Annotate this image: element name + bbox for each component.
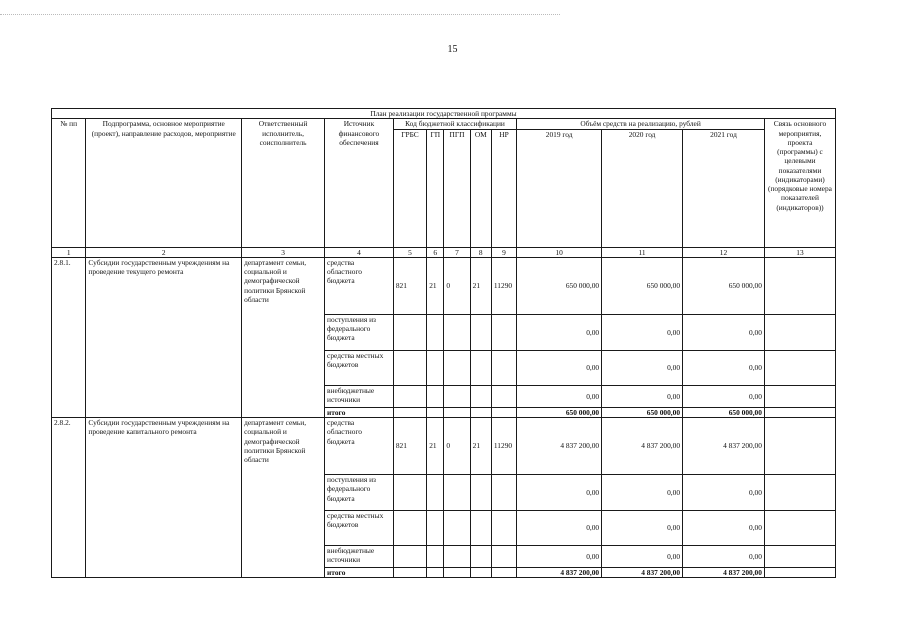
column-number: 4 — [325, 247, 394, 257]
column-number: 2 — [86, 247, 242, 257]
code-om — [470, 568, 491, 578]
responsible-executor: департамент семьи, социальной и демографической политики Брянской области — [242, 257, 325, 417]
code-pgp — [444, 407, 470, 417]
column-number: 10 — [517, 247, 602, 257]
code-nr — [491, 568, 516, 578]
row-number: 2.8.2. — [52, 418, 86, 578]
column-number: 13 — [764, 247, 835, 257]
column-number: 11 — [602, 247, 683, 257]
header-source: Источник финансового обеспечения — [325, 119, 394, 247]
amount-y2020: 0,00 — [602, 385, 683, 407]
amount-y2021: 0,00 — [683, 385, 765, 407]
amount-y2021: 650 000,00 — [683, 407, 765, 417]
column-number: 1 — [52, 247, 86, 257]
header-name: Подпрограмма, основное мероприятие (проект), направление расходов, мероприятие — [86, 119, 242, 247]
amount-y2021: 650 000,00 — [683, 257, 765, 314]
page-number: 15 — [447, 44, 458, 55]
code-gp: 21 — [427, 257, 444, 314]
code-nr — [491, 350, 516, 385]
code-nr — [491, 475, 516, 511]
code-om — [470, 350, 491, 385]
code-pgp — [444, 568, 470, 578]
code-pgp: 0 — [444, 257, 470, 314]
code-gp — [427, 350, 444, 385]
table-title: План реализации государственной программы — [52, 109, 836, 119]
amount-y2019: 650 000,00 — [517, 257, 602, 314]
code-pgp — [444, 314, 470, 350]
indicator-link — [764, 385, 835, 407]
amount-y2020: 650 000,00 — [602, 257, 683, 314]
amount-y2019: 0,00 — [517, 546, 602, 568]
amount-y2020: 4 837 200,00 — [602, 568, 683, 578]
code-grbs — [393, 475, 426, 511]
code-grbs — [393, 314, 426, 350]
code-pgp: 0 — [444, 418, 470, 475]
code-gp — [427, 385, 444, 407]
program-plan-table — [51, 108, 836, 578]
code-gp — [427, 546, 444, 568]
measure-name: Субсидии государственным учреждениям на проведение текущего ремонта — [86, 257, 242, 417]
column-number: 12 — [683, 247, 765, 257]
indicator-link — [764, 511, 835, 546]
funding-source: внебюджетные источники — [325, 546, 394, 568]
header-link: Связь основного мероприятия, проекта (программы) с целевыми показателями (индикаторами) (порядковые номера показателей (индикаторов)) — [764, 119, 835, 247]
indicator-link — [764, 418, 835, 475]
code-nr — [491, 407, 516, 417]
indicator-link — [764, 257, 835, 314]
code-pgp — [444, 546, 470, 568]
responsible-executor: департамент семьи, социальной и демографической политики Брянской области — [242, 418, 325, 578]
amount-y2021: 0,00 — [683, 475, 765, 511]
code-om: 21 — [470, 257, 491, 314]
measure-name: Субсидии государственным учреждениям на проведение капитального ремонта — [86, 418, 242, 578]
header-grbs: ГРБС — [393, 129, 426, 247]
code-om — [470, 475, 491, 511]
code-grbs — [393, 546, 426, 568]
indicator-link — [764, 407, 835, 417]
header-2020: 2020 год — [602, 129, 683, 247]
funding-source: итого — [325, 407, 394, 417]
funding-source: средства местных бюджетов — [325, 511, 394, 546]
code-grbs — [393, 407, 426, 417]
code-grbs: 821 — [393, 257, 426, 314]
amount-y2019: 4 837 200,00 — [517, 418, 602, 475]
column-numbers-row — [52, 247, 836, 257]
column-number: 3 — [242, 247, 325, 257]
code-gp: 21 — [427, 418, 444, 475]
funding-source: внебюджетные источники — [325, 385, 394, 407]
code-nr — [491, 546, 516, 568]
amount-y2020: 0,00 — [602, 350, 683, 385]
indicator-link — [764, 314, 835, 350]
header-volume: Объём средств на реализацию, рублей — [517, 119, 765, 129]
amount-y2019: 650 000,00 — [517, 407, 602, 417]
amount-y2020: 0,00 — [602, 314, 683, 350]
table-row — [52, 257, 836, 314]
indicator-link — [764, 546, 835, 568]
column-number: 5 — [393, 247, 426, 257]
header-2021: 2021 год — [683, 129, 765, 247]
code-grbs — [393, 350, 426, 385]
amount-y2019: 4 837 200,00 — [517, 568, 602, 578]
code-pgp — [444, 350, 470, 385]
code-grbs — [393, 385, 426, 407]
column-number: 6 — [427, 247, 444, 257]
indicator-link — [764, 350, 835, 385]
code-pgp — [444, 511, 470, 546]
indicator-link — [764, 568, 835, 578]
funding-source: поступления из федерального бюджета — [325, 314, 394, 350]
funding-source: средства местных бюджетов — [325, 350, 394, 385]
code-gp — [427, 475, 444, 511]
code-om — [470, 407, 491, 417]
amount-y2020: 4 837 200,00 — [602, 418, 683, 475]
code-nr — [491, 314, 516, 350]
amount-y2021: 4 837 200,00 — [683, 568, 765, 578]
code-om: 21 — [470, 418, 491, 475]
column-number: 7 — [444, 247, 470, 257]
code-grbs — [393, 511, 426, 546]
code-om — [470, 385, 491, 407]
code-om — [470, 314, 491, 350]
header-nr: НР — [491, 129, 516, 247]
code-nr: 11290 — [491, 418, 516, 475]
code-gp — [427, 407, 444, 417]
code-nr: 11290 — [491, 257, 516, 314]
indicator-link — [764, 475, 835, 511]
amount-y2020: 0,00 — [602, 546, 683, 568]
code-om — [470, 546, 491, 568]
column-number: 9 — [491, 247, 516, 257]
amount-y2019: 0,00 — [517, 385, 602, 407]
amount-y2021: 0,00 — [683, 350, 765, 385]
code-pgp — [444, 475, 470, 511]
funding-source: средства областного бюджета — [325, 257, 394, 314]
amount-y2020: 0,00 — [602, 475, 683, 511]
header-budget-code: Код бюджетной классификации — [393, 119, 516, 129]
funding-source: поступления из федерального бюджета — [325, 475, 394, 511]
column-number: 8 — [470, 247, 491, 257]
header-responsible: Ответственный исполнитель, соисполнитель — [242, 119, 325, 247]
code-gp — [427, 511, 444, 546]
amount-y2020: 650 000,00 — [602, 407, 683, 417]
amount-y2019: 0,00 — [517, 314, 602, 350]
code-om — [470, 511, 491, 546]
header-pgp: ПГП — [444, 129, 470, 247]
code-grbs: 821 — [393, 418, 426, 475]
row-number: 2.8.1. — [52, 257, 86, 417]
code-grbs — [393, 568, 426, 578]
amount-y2021: 0,00 — [683, 314, 765, 350]
header-gp: ГП — [427, 129, 444, 247]
amount-y2019: 0,00 — [517, 350, 602, 385]
funding-source: средства областного бюджета — [325, 418, 394, 475]
amount-y2021: 0,00 — [683, 511, 765, 546]
code-nr — [491, 385, 516, 407]
amount-y2019: 0,00 — [517, 475, 602, 511]
code-pgp — [444, 385, 470, 407]
amount-y2021: 4 837 200,00 — [683, 418, 765, 475]
code-gp — [427, 568, 444, 578]
amount-y2020: 0,00 — [602, 511, 683, 546]
scan-artifact-line — [0, 14, 560, 16]
header-2019: 2019 год — [517, 129, 602, 247]
funding-source: итого — [325, 568, 394, 578]
table-row — [52, 418, 836, 475]
amount-y2021: 0,00 — [683, 546, 765, 568]
code-nr — [491, 511, 516, 546]
code-gp — [427, 314, 444, 350]
header-num: № пп — [52, 119, 86, 247]
amount-y2019: 0,00 — [517, 511, 602, 546]
header-om: ОМ — [470, 129, 491, 247]
